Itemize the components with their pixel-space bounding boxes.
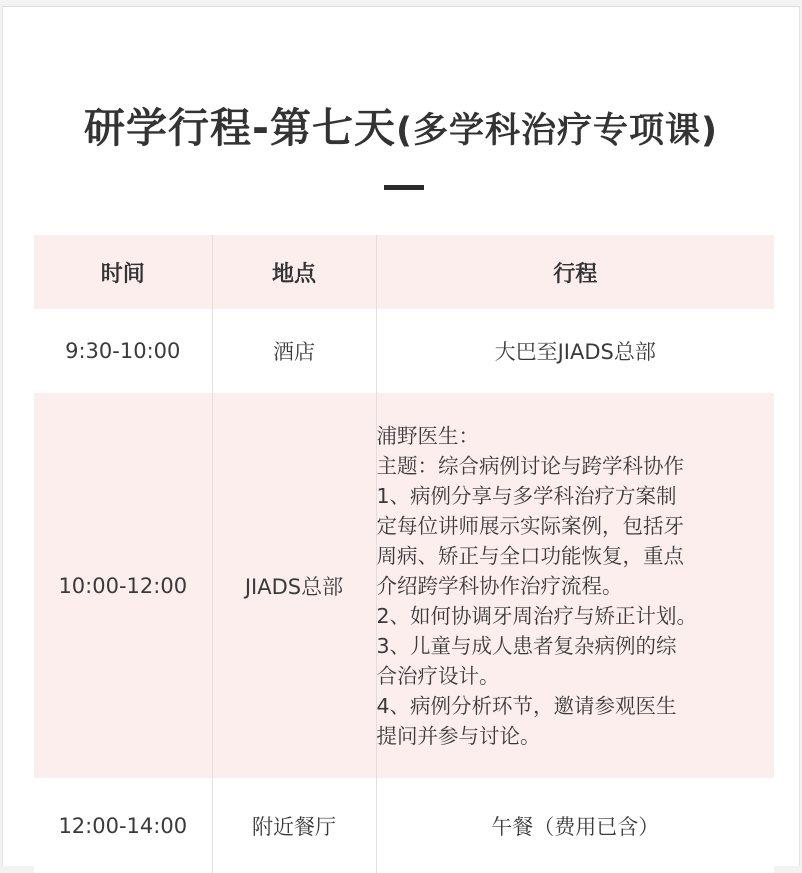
title-divider [384, 185, 424, 190]
plan-line: 1、病例分享与多学科治疗方案制 [376, 483, 677, 508]
cell-plan: 午餐（费用已含） [491, 814, 660, 839]
table-header-row [34, 235, 774, 309]
cell-place: 附近餐厅 [212, 778, 376, 873]
plan-line: 定每位讲师展示实际案例，包括牙 [376, 513, 684, 538]
cell-place: 酒店 [212, 309, 376, 393]
plan-line: 主题：综合病例讨论与跨学科协作 [376, 453, 684, 478]
plan-line: 4、病例分析环节，邀请参观医生 [376, 693, 677, 718]
header-place: 地点 [212, 235, 376, 309]
plan-line: 2、如何协调牙周治疗与矫正计划。 [376, 603, 698, 628]
cell-time: 9:30-10:00 [34, 309, 212, 393]
header-time: 时间 [34, 235, 212, 309]
page-title [3, 95, 799, 154]
plan-line: 浦野医生： [376, 423, 479, 448]
plan-line: 提问并参与讨论。 [376, 723, 541, 748]
title-sub: (多学科治疗专项课) [396, 111, 719, 151]
cell-time: 10:00-12:00 [34, 393, 212, 778]
header-plan: 行程 [553, 261, 598, 287]
plan-line: 介绍跨学科协作治疗流程。 [376, 573, 623, 598]
cell-place: JIADS总部 [212, 393, 376, 778]
plan-line: 周病、矫正与全口功能恢复，重点 [376, 543, 684, 568]
table-row [34, 309, 774, 393]
table-row [34, 778, 774, 873]
plan-line: 合治疗设计。 [376, 663, 500, 688]
plan-line: 3、儿童与成人患者复杂病例的综 [376, 633, 677, 658]
table-row [34, 393, 774, 778]
cell-plan-detail [376, 393, 774, 778]
cell-plan: 大巴至JIADS总部 [494, 340, 656, 364]
itinerary-card [2, 6, 800, 866]
schedule-table [34, 235, 774, 873]
title-main: 研学行程-第七天 [83, 104, 397, 152]
cell-time: 12:00-14:00 [34, 778, 212, 873]
